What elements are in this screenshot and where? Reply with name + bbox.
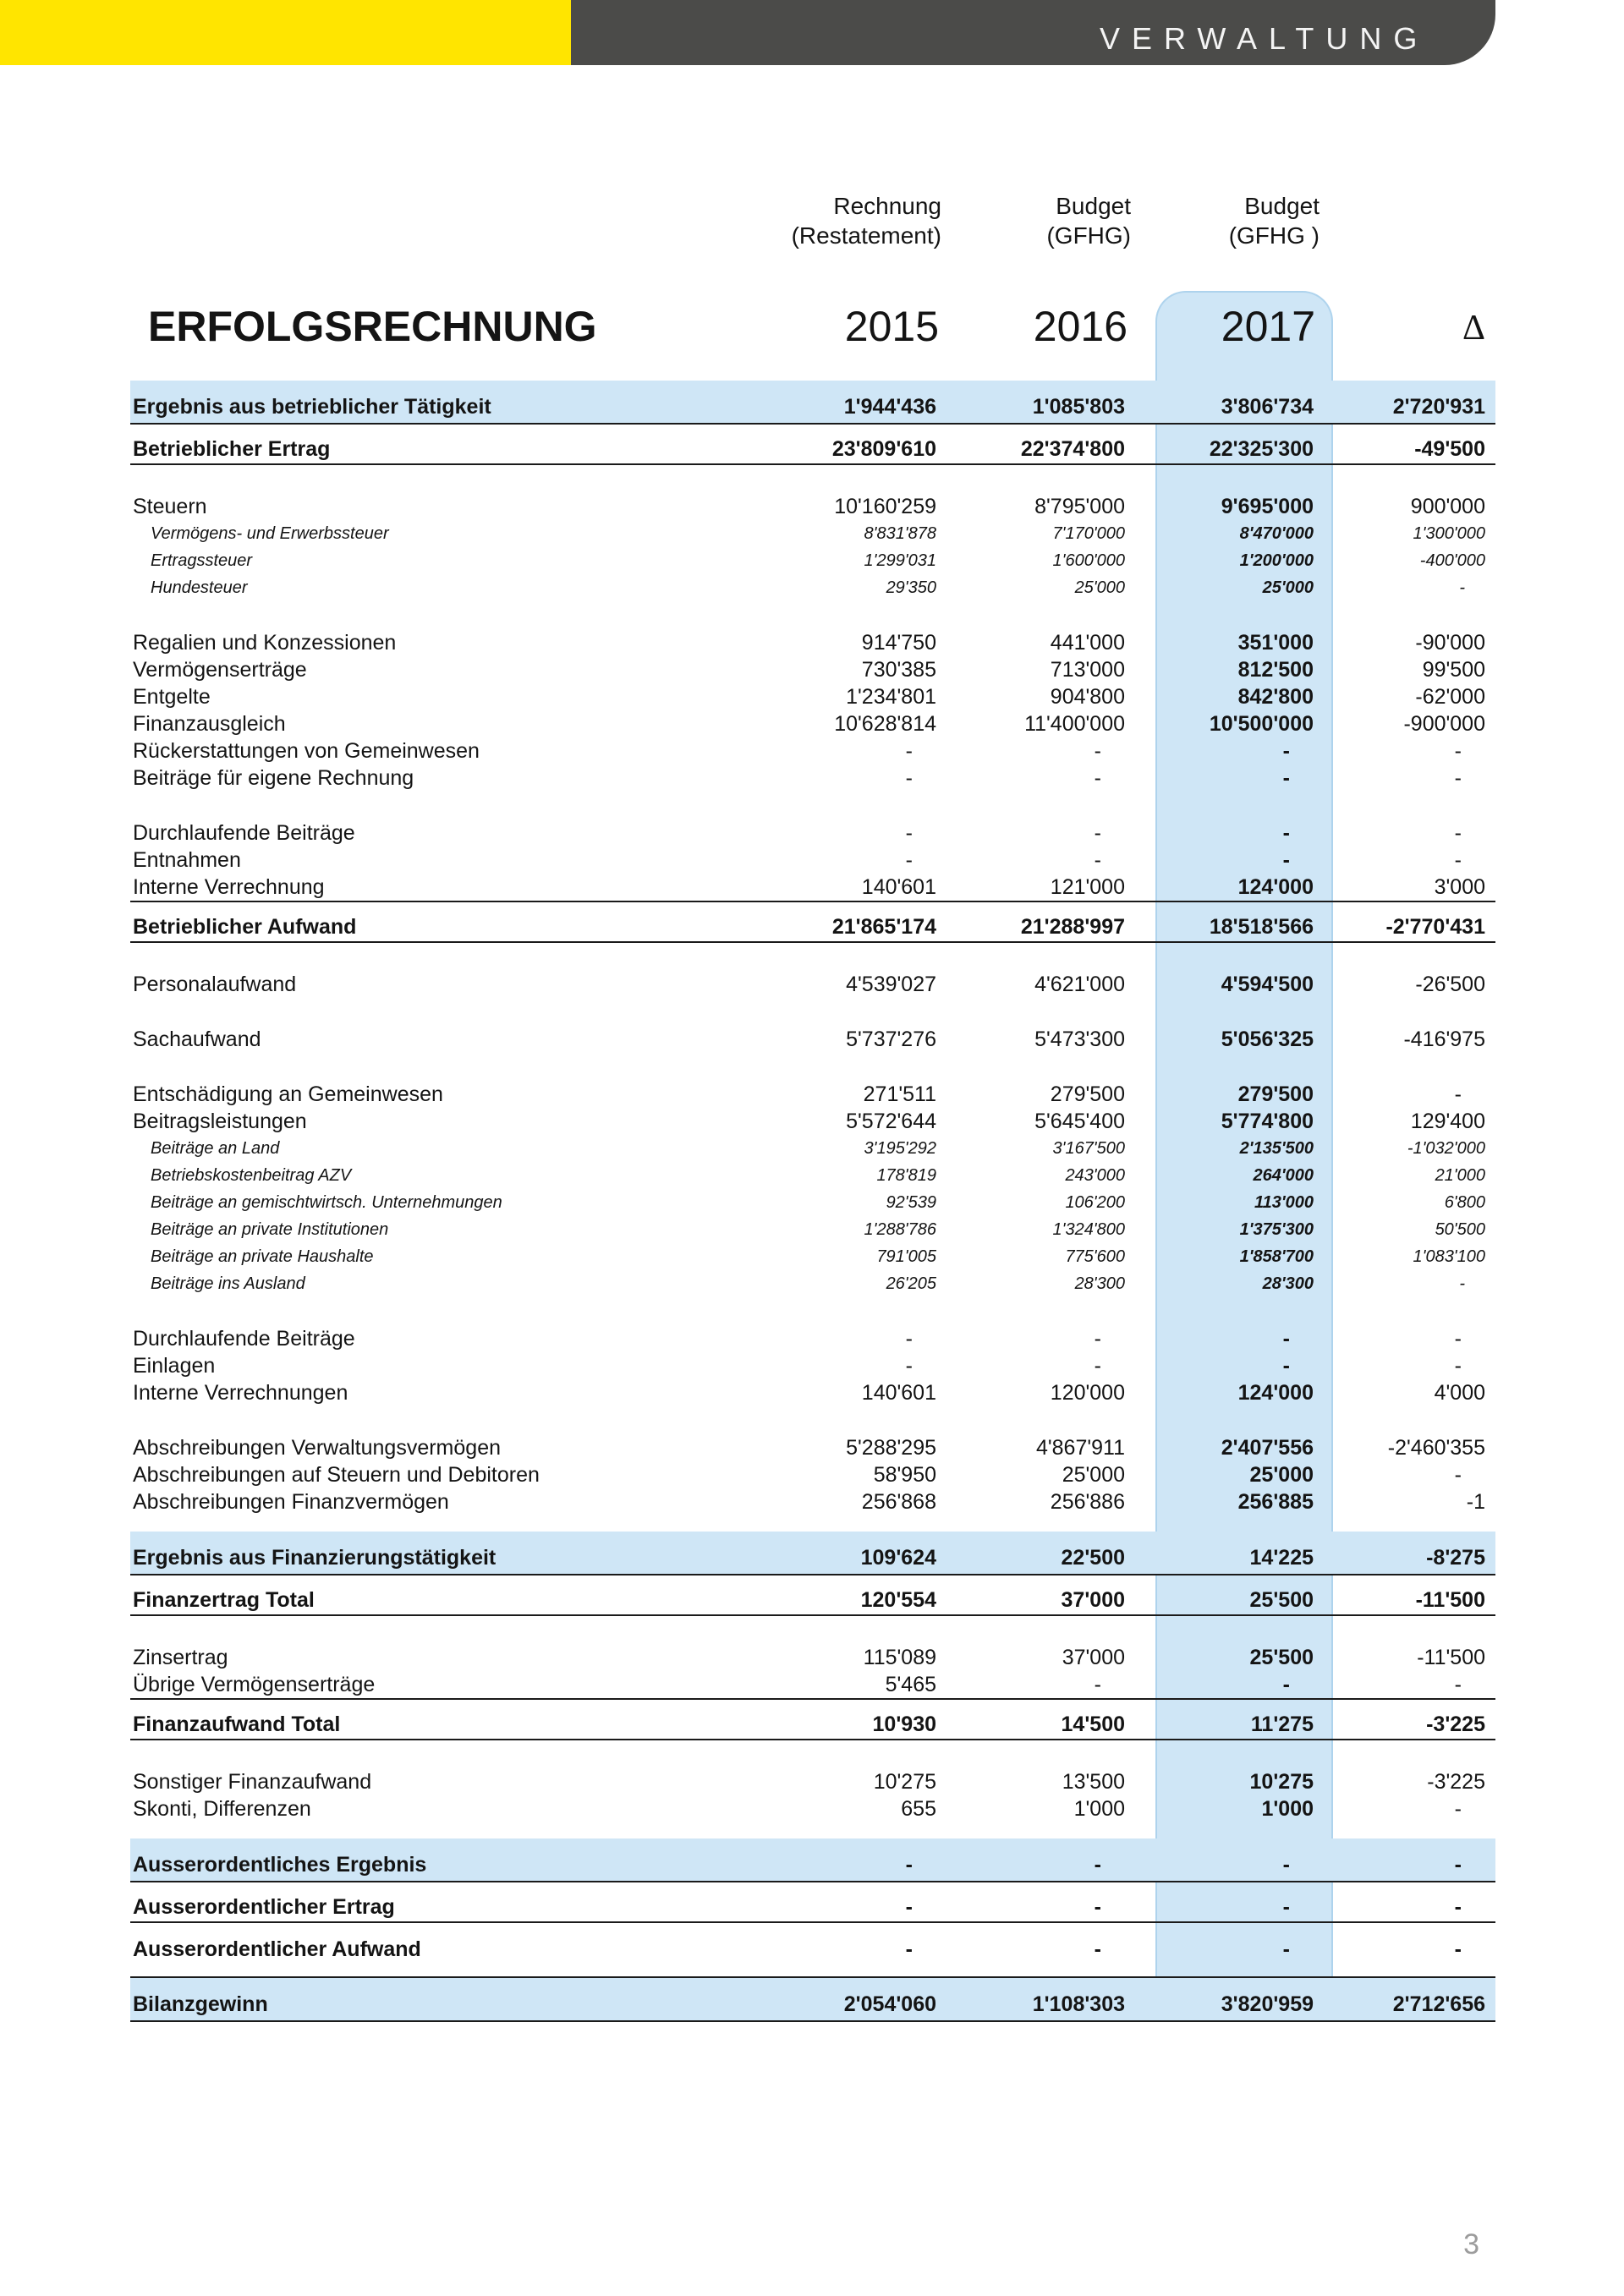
row-label: Finanzausgleich — [133, 711, 286, 736]
value-2016: 1'085'803 — [1032, 395, 1125, 419]
value-2017: 351'000 — [1237, 630, 1314, 655]
value-2016: 441'000 — [1050, 630, 1125, 655]
value-2016: - — [1094, 1853, 1101, 1877]
row-label: Einlagen — [133, 1353, 216, 1378]
header-section-bar — [571, 0, 1495, 65]
row-group — [130, 1768, 1495, 1822]
item-row — [130, 710, 1495, 737]
row-label: Interne Verrechnung — [133, 874, 325, 899]
row-label: Ausserordentlicher Ertrag — [133, 1895, 395, 1919]
row-label: Sachaufwand — [133, 1027, 261, 1051]
result-row — [130, 1978, 1495, 2022]
item-row — [130, 1461, 1495, 1488]
value-2016: 13'500 — [1062, 1769, 1125, 1794]
value-delta: -1'032'000 — [1407, 1139, 1485, 1158]
value-2015: 8'831'878 — [864, 524, 936, 543]
value-delta: -11'500 — [1415, 1588, 1485, 1612]
value-2016: - — [1094, 1672, 1101, 1696]
item-row — [130, 1768, 1495, 1795]
delta-column-header: Δ — [1462, 309, 1485, 348]
row-label: Vermögenserträge — [133, 657, 307, 682]
value-2015: 140'601 — [861, 874, 936, 899]
value-2016: 121'000 — [1050, 874, 1125, 899]
row-group — [130, 1434, 1495, 1515]
value-2017: - — [1282, 738, 1290, 763]
total-row — [130, 1574, 1495, 1616]
value-2016: 279'500 — [1050, 1082, 1125, 1106]
value-delta: -400'000 — [1419, 551, 1485, 570]
row-group — [130, 819, 1495, 943]
row-label: Beiträge an private Haushalte — [151, 1247, 374, 1266]
row-group — [130, 1081, 1495, 1297]
row-group — [130, 1325, 1495, 1406]
value-delta: - — [1454, 1796, 1462, 1821]
row-label: Skonti, Differenzen — [133, 1796, 311, 1821]
value-delta: - — [1454, 1895, 1462, 1919]
value-2016: 775'600 — [1065, 1247, 1125, 1266]
row-group — [130, 381, 1495, 465]
value-delta: 1'083'100 — [1413, 1247, 1485, 1266]
row-label: Übrige Vermögenserträge — [133, 1672, 376, 1696]
row-label: Finanzertrag Total — [133, 1588, 315, 1612]
value-2017: 11'275 — [1250, 1712, 1314, 1736]
value-delta: -11'500 — [1417, 1645, 1485, 1669]
row-label: Durchlaufende Beiträge — [133, 820, 355, 845]
value-2015: 10'275 — [873, 1769, 936, 1794]
item-row — [130, 1644, 1495, 1671]
value-2015: 10'160'259 — [834, 494, 936, 518]
row-label: Vermögens- und Erwerbssteuer — [151, 524, 389, 543]
value-delta: -90'000 — [1415, 630, 1485, 655]
value-delta: 3'000 — [1434, 874, 1485, 899]
value-2016: 22'374'800 — [1020, 437, 1125, 461]
value-2016: 243'000 — [1065, 1166, 1125, 1185]
value-2016: 120'000 — [1050, 1380, 1125, 1405]
sub-item-row — [130, 520, 1495, 547]
value-2015: - — [905, 765, 913, 790]
item-row — [130, 1671, 1495, 1698]
item-row — [130, 819, 1495, 847]
statement-title: ERFOLGSRECHNUNG — [148, 303, 597, 350]
column-caption-line2: (Restatement) — [791, 222, 941, 249]
row-group — [130, 629, 1495, 792]
value-2015: 914'750 — [861, 630, 936, 655]
year-2017: 2017 — [1221, 303, 1315, 350]
sub-item-row — [130, 1243, 1495, 1270]
result-row — [130, 381, 1495, 423]
value-delta: - — [1454, 1672, 1462, 1696]
item-row — [130, 1026, 1495, 1053]
row-label: Finanzaufwand Total — [133, 1712, 341, 1736]
value-delta: 2'712'656 — [1392, 1992, 1485, 2016]
value-2016: 21'288'997 — [1020, 915, 1125, 939]
row-label: Beiträge für eigene Rechnung — [133, 765, 414, 790]
row-label: Beiträge an gemischtwirtsch. Unternehmungen — [151, 1193, 502, 1212]
column-caption-line2: (GFHG) — [1046, 222, 1131, 249]
item-row — [130, 1488, 1495, 1515]
value-2015: 1'234'801 — [846, 684, 936, 709]
value-delta: -3'225 — [1427, 1769, 1485, 1794]
value-2015: 2'054'060 — [843, 1992, 936, 2016]
value-delta: -2'460'355 — [1387, 1435, 1485, 1460]
item-row — [130, 1795, 1495, 1822]
row-label: Entnahmen — [133, 847, 241, 872]
value-2015: 791'005 — [876, 1247, 936, 1266]
value-2015: - — [905, 1853, 913, 1877]
value-2015: 5'465 — [885, 1672, 936, 1696]
value-2015: - — [905, 820, 913, 845]
value-delta: - — [1454, 1853, 1462, 1877]
value-2017: 8'470'000 — [1239, 524, 1314, 543]
value-2017: - — [1282, 820, 1290, 845]
year-2015: 2015 — [844, 303, 939, 350]
row-label: Betriebskostenbeitrag AZV — [151, 1166, 352, 1185]
value-2017: 1'858'700 — [1239, 1247, 1314, 1266]
value-2017: 2'135'500 — [1239, 1139, 1314, 1158]
value-2016: 28'300 — [1074, 1274, 1125, 1293]
row-group — [130, 971, 1495, 998]
value-delta: -49'500 — [1414, 437, 1485, 461]
value-2015: 58'950 — [873, 1462, 936, 1487]
value-2015: 140'601 — [861, 1380, 936, 1405]
value-2016: 14'500 — [1061, 1712, 1125, 1736]
value-delta: - — [1454, 1082, 1462, 1106]
row-label: Beiträge ins Ausland — [151, 1274, 305, 1293]
value-2017: 264'000 — [1253, 1166, 1314, 1185]
value-2017: 25'000 — [1249, 1462, 1314, 1487]
value-delta: -3'225 — [1426, 1712, 1485, 1736]
value-delta: -8'275 — [1426, 1546, 1485, 1570]
value-2017: 279'500 — [1237, 1082, 1314, 1106]
value-2017: 1'375'300 — [1239, 1220, 1314, 1239]
total-row — [130, 1698, 1495, 1740]
value-2017: 2'407'556 — [1221, 1435, 1314, 1460]
value-delta: -900'000 — [1403, 711, 1485, 736]
value-2016: - — [1094, 1895, 1101, 1919]
value-2016: 7'170'000 — [1052, 524, 1125, 543]
value-2017: 10'275 — [1249, 1769, 1314, 1794]
sub-item-row — [130, 574, 1495, 601]
value-delta: - — [1454, 1462, 1462, 1487]
item-row — [130, 847, 1495, 874]
value-delta: - — [1454, 765, 1462, 790]
value-2015: 271'511 — [863, 1082, 936, 1106]
value-delta: 99'500 — [1422, 657, 1485, 682]
value-2015: 3'195'292 — [864, 1139, 936, 1158]
value-2017: - — [1282, 1937, 1290, 1961]
row-label: Beitragsleistungen — [133, 1109, 307, 1133]
value-2017: - — [1282, 847, 1290, 872]
value-2016: 3'167'500 — [1052, 1139, 1125, 1158]
value-2017: 9'695'000 — [1221, 494, 1314, 518]
item-row — [130, 737, 1495, 764]
value-2015: 23'809'610 — [831, 437, 936, 461]
value-2017: 25'000 — [1262, 578, 1314, 597]
value-delta: - — [1454, 847, 1462, 872]
item-row — [130, 1108, 1495, 1135]
sub-item-row — [130, 1135, 1495, 1162]
value-2016: 37'000 — [1062, 1645, 1125, 1669]
value-2016: - — [1094, 1353, 1101, 1378]
column-caption-line1: Rechnung — [833, 193, 941, 219]
value-2015: 655 — [901, 1796, 936, 1821]
column-caption-line1: Budget — [1056, 193, 1131, 219]
value-2017: 25'500 — [1249, 1645, 1314, 1669]
value-2015: 178'819 — [876, 1166, 936, 1185]
value-2016: 37'000 — [1061, 1588, 1125, 1612]
value-2016: 106'200 — [1065, 1193, 1125, 1212]
row-group — [130, 1532, 1495, 1616]
item-row — [130, 683, 1495, 710]
total-row — [130, 1923, 1495, 1978]
result-row — [130, 1838, 1495, 1881]
value-delta: - — [1454, 1326, 1462, 1351]
row-label: Betrieblicher Aufwand — [133, 915, 357, 939]
value-2017: 10'500'000 — [1209, 711, 1314, 736]
value-2016: 22'500 — [1061, 1546, 1125, 1570]
value-delta: - — [1459, 578, 1465, 597]
row-group — [130, 1026, 1495, 1053]
sub-item-row — [130, 547, 1495, 574]
row-group — [130, 1838, 1495, 2022]
value-delta: - — [1454, 820, 1462, 845]
item-row — [130, 1379, 1495, 1406]
value-2015: 1'288'786 — [864, 1220, 936, 1239]
value-2017: 3'820'959 — [1221, 1992, 1314, 2016]
value-2016: 25'000 — [1074, 578, 1125, 597]
row-label: Beiträge an private Institutionen — [151, 1220, 389, 1239]
header-yellow-bar — [0, 0, 571, 65]
value-2017: 113'000 — [1254, 1193, 1314, 1212]
value-delta: -62'000 — [1415, 684, 1485, 709]
value-2015: 92'539 — [886, 1193, 936, 1212]
value-2016: 4'621'000 — [1034, 972, 1125, 996]
row-label: Abschreibungen auf Steuern und Debitoren — [133, 1462, 540, 1487]
value-2017: 4'594'500 — [1221, 972, 1314, 996]
value-2015: 120'554 — [860, 1588, 936, 1612]
value-2015: 5'288'295 — [846, 1435, 936, 1460]
value-2017: - — [1282, 1353, 1290, 1378]
value-2017: 1'200'000 — [1239, 551, 1314, 570]
value-2016: 904'800 — [1050, 684, 1125, 709]
row-group — [130, 493, 1495, 601]
item-row — [130, 874, 1495, 901]
value-delta: -2'770'431 — [1385, 915, 1485, 939]
value-2017: 812'500 — [1237, 657, 1314, 682]
income-statement-table — [130, 381, 1495, 2022]
value-2016: 5'645'400 — [1034, 1109, 1125, 1133]
page-number: 3 — [1463, 2228, 1479, 2260]
column-caption-line1: Budget — [1244, 193, 1320, 219]
row-label: Ertragssteuer — [151, 551, 253, 570]
value-2017: 256'885 — [1237, 1489, 1314, 1514]
value-2015: 5'737'276 — [846, 1027, 936, 1051]
value-delta: - — [1454, 1353, 1462, 1378]
value-2017: - — [1282, 1326, 1290, 1351]
value-2016: 4'867'911 — [1035, 1435, 1125, 1460]
value-2017: 842'800 — [1237, 684, 1314, 709]
value-2016: 11'400'000 — [1024, 711, 1125, 736]
row-label: Zinsertrag — [133, 1645, 228, 1669]
value-2015: 21'865'174 — [831, 915, 936, 939]
value-2015: 1'944'436 — [843, 395, 936, 419]
value-2015: - — [905, 1353, 913, 1378]
item-row — [130, 629, 1495, 656]
value-2017: 5'774'800 — [1221, 1109, 1314, 1133]
item-row — [130, 1352, 1495, 1379]
value-2015: 29'350 — [886, 578, 936, 597]
item-row — [130, 1325, 1495, 1352]
row-label: Entgelte — [133, 684, 211, 709]
result-row — [130, 1532, 1495, 1574]
value-2015: - — [905, 1937, 913, 1961]
row-label: Steuern — [133, 494, 207, 518]
row-label: Ausserordentlicher Aufwand — [133, 1937, 421, 1961]
value-2015: 730'385 — [861, 657, 936, 682]
value-2016: 1'000 — [1073, 1796, 1125, 1821]
value-delta: -26'500 — [1415, 972, 1485, 996]
value-2016: 1'108'303 — [1032, 1992, 1125, 2016]
value-2017: 18'518'566 — [1209, 915, 1314, 939]
value-delta: 2'720'931 — [1392, 395, 1485, 419]
row-label: Durchlaufende Beiträge — [133, 1326, 355, 1351]
row-label: Regalien und Konzessionen — [133, 630, 397, 655]
row-label: Abschreibungen Finanzvermögen — [133, 1489, 449, 1514]
value-2017: 124'000 — [1237, 874, 1314, 899]
value-2016: - — [1094, 1326, 1101, 1351]
item-row — [130, 764, 1495, 792]
row-label: Hundesteuer — [151, 578, 248, 597]
value-2016: - — [1094, 1937, 1101, 1961]
value-2017: 3'806'734 — [1221, 395, 1314, 419]
value-delta: - — [1459, 1274, 1465, 1293]
value-2015: 10'628'814 — [834, 711, 936, 736]
row-label: Ergebnis aus betrieblicher Tätigkeit — [133, 395, 491, 419]
row-label: Entschädigung an Gemeinwesen — [133, 1082, 443, 1106]
section-label: VERWALTUNG — [1100, 21, 1429, 56]
value-2015: 115'089 — [863, 1645, 936, 1669]
item-row — [130, 1081, 1495, 1108]
value-delta: -1 — [1466, 1489, 1485, 1514]
value-delta: - — [1454, 1937, 1462, 1961]
value-2017: 22'325'300 — [1209, 437, 1314, 461]
value-2017: - — [1282, 1672, 1290, 1696]
row-label: Sonstiger Finanzaufwand — [133, 1769, 372, 1794]
sub-item-row — [130, 1270, 1495, 1297]
value-2017: 124'000 — [1237, 1380, 1314, 1405]
row-label: Rückerstattungen von Gemeinwesen — [133, 738, 480, 763]
sub-item-row — [130, 1162, 1495, 1189]
item-row — [130, 1434, 1495, 1461]
value-2015: 256'868 — [861, 1489, 936, 1514]
value-delta: 129'400 — [1410, 1109, 1485, 1133]
row-label: Beiträge an Land — [151, 1139, 280, 1158]
value-2015: 109'624 — [860, 1546, 936, 1570]
item-row — [130, 971, 1495, 998]
value-2017: 14'225 — [1249, 1546, 1314, 1570]
row-label: Personalaufwand — [133, 972, 297, 996]
value-2016: - — [1094, 847, 1101, 872]
sub-item-row — [130, 1216, 1495, 1243]
value-2017: - — [1282, 765, 1290, 790]
item-row — [130, 493, 1495, 520]
value-2015: - — [905, 1895, 913, 1919]
value-2016: - — [1094, 765, 1101, 790]
row-label: Bilanzgewinn — [133, 1992, 268, 2016]
item-row — [130, 656, 1495, 683]
value-2017: - — [1282, 1853, 1290, 1877]
column-caption-line2: (GFHG ) — [1228, 222, 1320, 249]
value-delta: - — [1454, 738, 1462, 763]
total-row — [130, 901, 1495, 943]
value-2015: 10'930 — [872, 1712, 936, 1736]
total-row — [130, 423, 1495, 465]
value-2015: 1'299'031 — [864, 551, 936, 570]
value-2015: 26'205 — [886, 1274, 936, 1293]
value-2016: - — [1094, 738, 1101, 763]
column-caption-2017 — [1229, 191, 1320, 250]
value-delta: 900'000 — [1410, 494, 1485, 518]
value-2017: 5'056'325 — [1221, 1027, 1314, 1051]
value-2016: 25'000 — [1062, 1462, 1125, 1487]
row-label: Abschreibungen Verwaltungsvermögen — [133, 1435, 501, 1460]
value-2015: 4'539'027 — [846, 972, 936, 996]
value-2016: - — [1094, 820, 1101, 845]
value-delta: 50'500 — [1435, 1220, 1485, 1239]
value-2016: 5'473'300 — [1034, 1027, 1125, 1051]
row-group — [130, 1644, 1495, 1740]
value-2017: 25'500 — [1249, 1588, 1314, 1612]
value-2015: - — [905, 1326, 913, 1351]
row-label: Interne Verrechnungen — [133, 1380, 348, 1405]
column-caption-2015 — [792, 191, 941, 250]
value-delta: 1'300'000 — [1413, 524, 1485, 543]
value-2016: 256'886 — [1050, 1489, 1125, 1514]
value-delta: 6'800 — [1444, 1193, 1485, 1212]
value-2015: 5'572'644 — [846, 1109, 936, 1133]
value-2017: - — [1282, 1895, 1290, 1919]
value-2017: 1'000 — [1261, 1796, 1314, 1821]
value-2016: 8'795'000 — [1034, 494, 1125, 518]
total-row — [130, 1881, 1495, 1923]
value-delta: 4'000 — [1434, 1380, 1485, 1405]
value-delta: 21'000 — [1435, 1166, 1485, 1185]
value-2016: 1'324'800 — [1052, 1220, 1125, 1239]
value-delta: -416'975 — [1403, 1027, 1485, 1051]
year-2016: 2016 — [1033, 303, 1127, 350]
sub-item-row — [130, 1189, 1495, 1216]
column-caption-2016 — [1046, 191, 1131, 250]
value-2015: - — [905, 738, 913, 763]
value-2016: 1'600'000 — [1052, 551, 1125, 570]
row-label: Betrieblicher Ertrag — [133, 437, 331, 461]
value-2016: 713'000 — [1050, 657, 1125, 682]
row-label: Ausserordentliches Ergebnis — [133, 1853, 427, 1877]
value-2017: 28'300 — [1262, 1274, 1314, 1293]
row-label: Ergebnis aus Finanzierungstätigkeit — [133, 1546, 497, 1570]
value-2015: - — [905, 847, 913, 872]
